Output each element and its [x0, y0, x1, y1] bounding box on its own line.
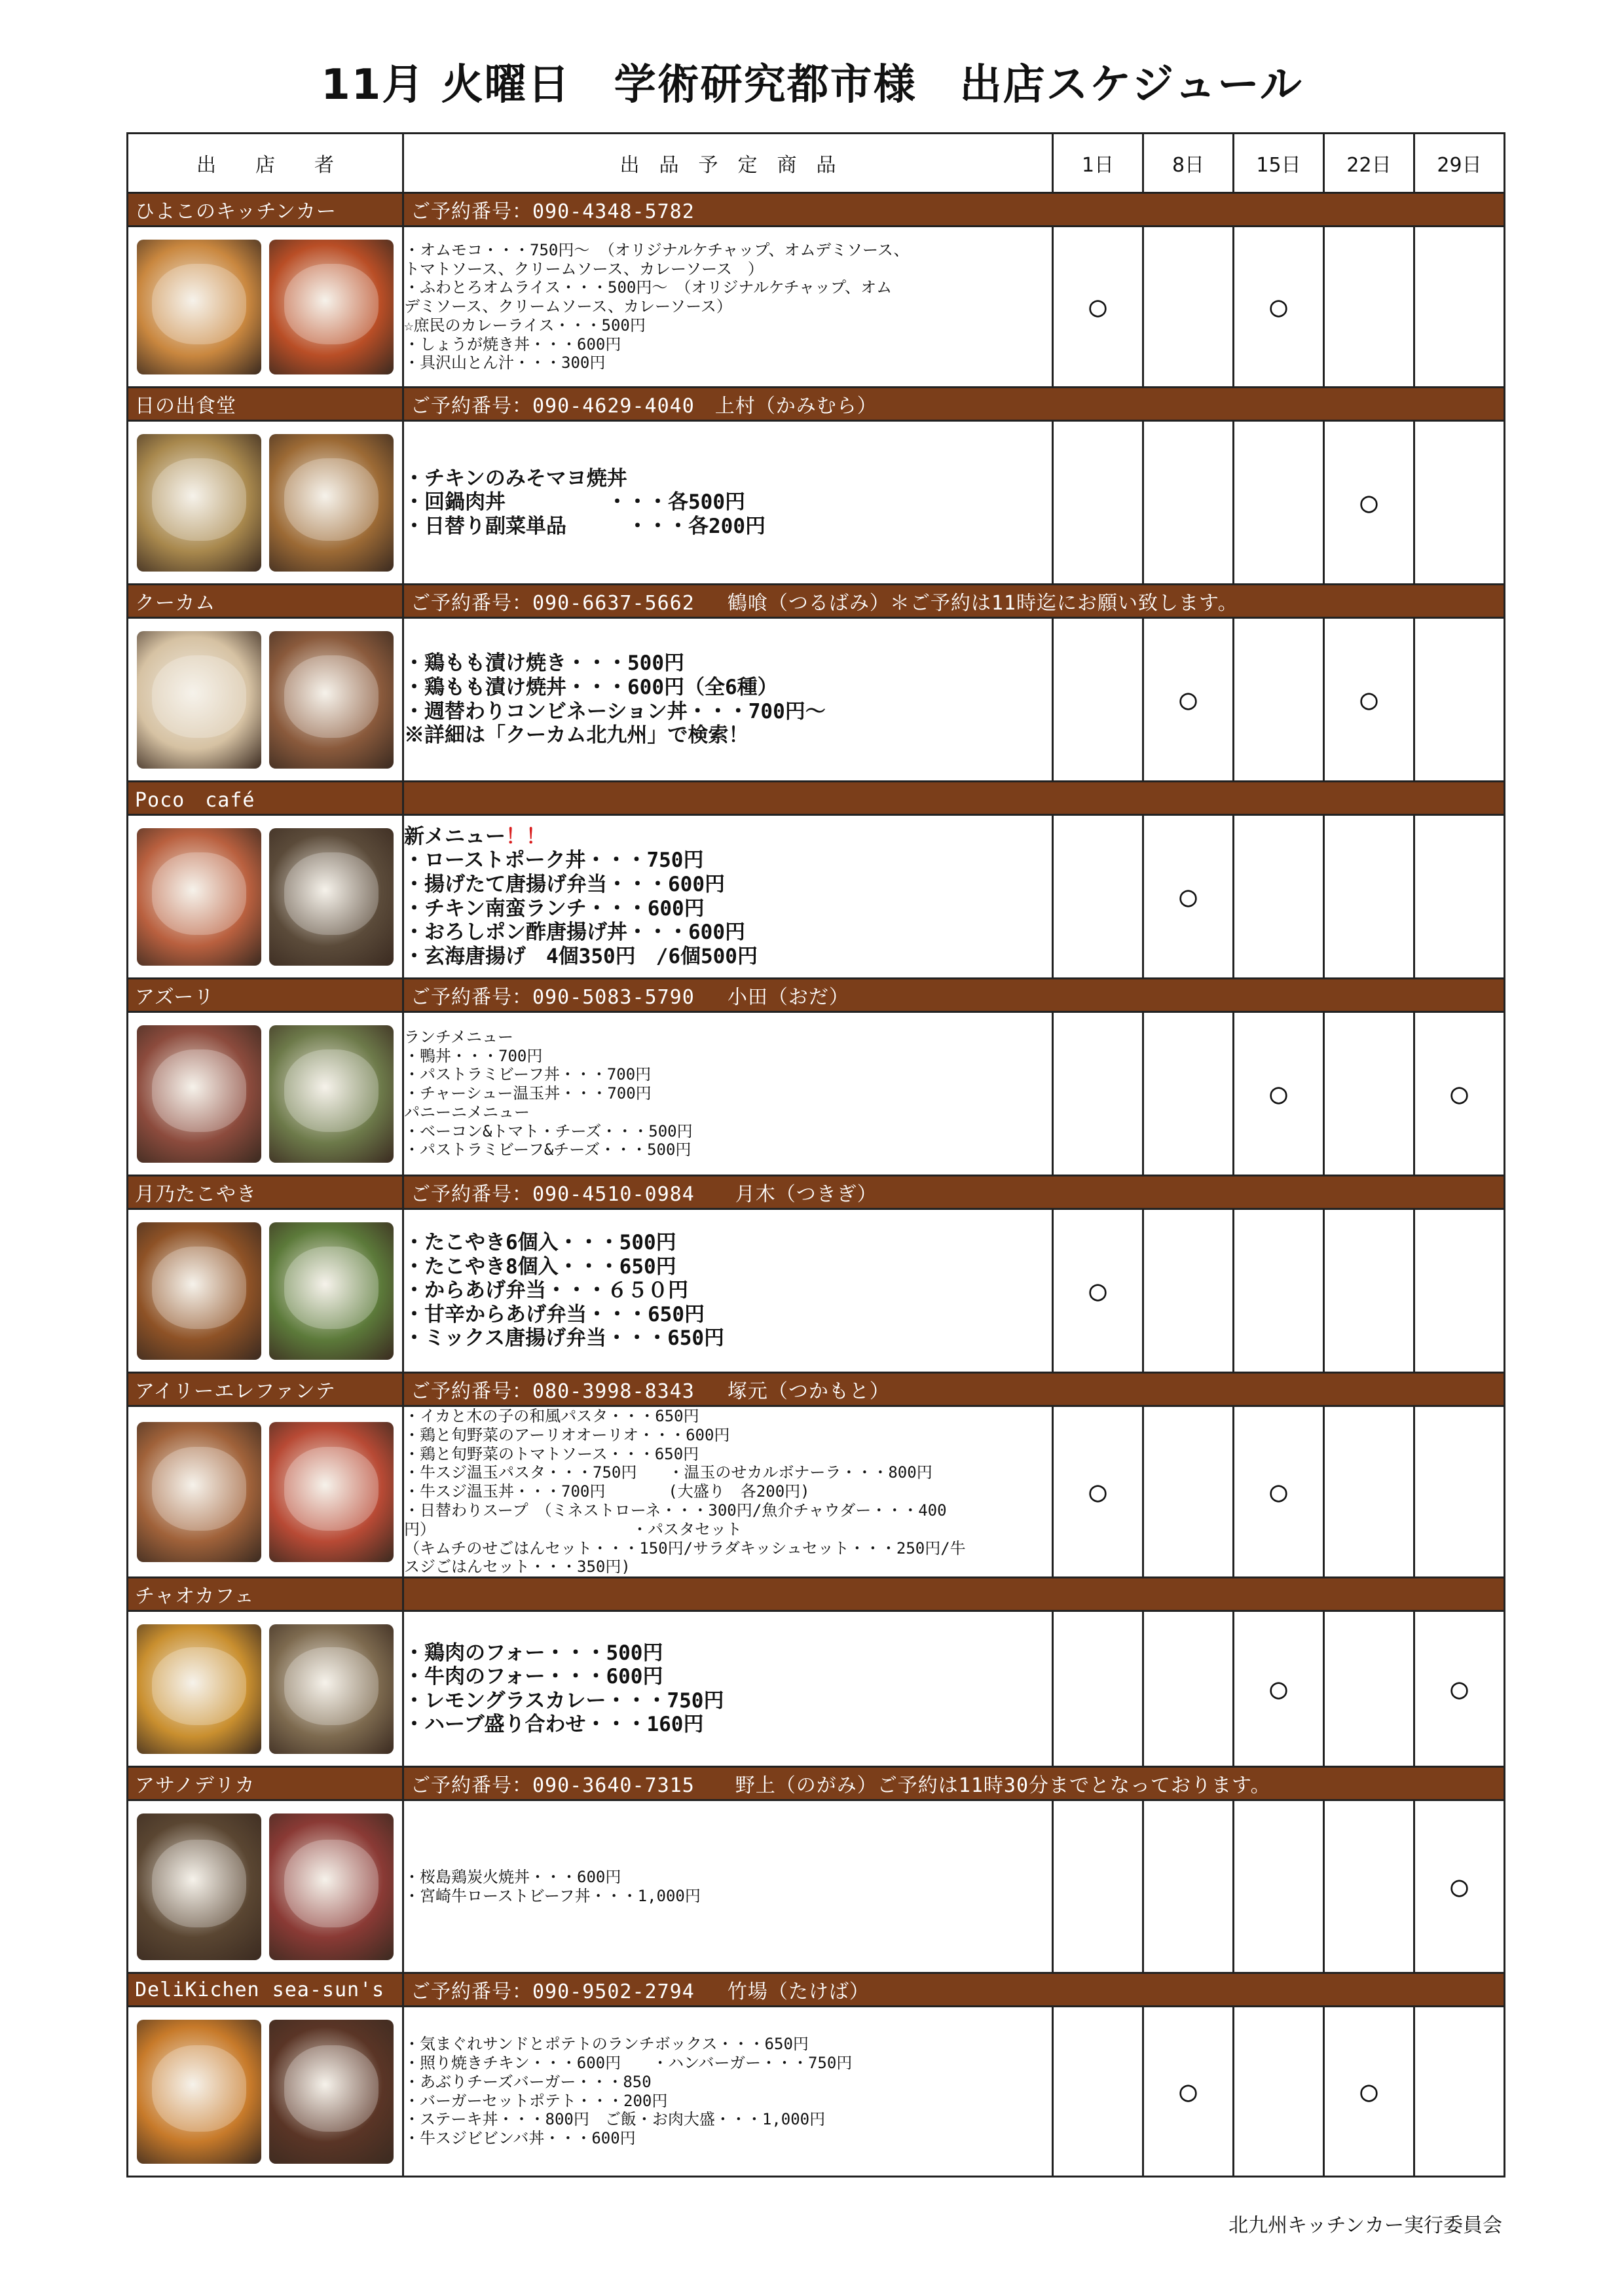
date-cell	[1234, 618, 1324, 782]
footer-organizer: 北九州キッチンカー実行委員会	[1228, 2214, 1502, 2237]
product-item: ・たこやき6個入・・・500円	[404, 1231, 676, 1255]
product-list	[403, 1012, 1053, 1176]
product-item: ・牛スジ温玉パスタ・・・750円 ・温玉のせカルボナーラ・・・800円	[404, 1463, 932, 1482]
date-cell	[1324, 227, 1414, 388]
date-cell	[1053, 421, 1143, 585]
vendor-bar	[128, 1176, 1505, 1209]
product-list	[403, 1800, 1053, 1973]
food-photo	[137, 240, 261, 374]
product-item: ・しょうが焼き丼・・・600円	[404, 335, 621, 354]
vendor-bar	[128, 388, 1505, 421]
reservation-info: ご予約番号：080-3998-8343 塚元（つかもと）	[403, 1373, 1505, 1406]
product-item: ・チャーシュー温玉丼・・・700円	[404, 1084, 652, 1103]
header-date-29: 29日	[1414, 134, 1505, 193]
new-menu-exclamation: ！！	[506, 824, 546, 848]
vendor-name: アズーリ	[128, 979, 403, 1012]
food-photo	[269, 828, 394, 966]
product-item: ランチメニュー	[404, 1027, 514, 1046]
date-cell: ○	[1234, 1406, 1324, 1578]
product-item: ・鶏肉のフォー・・・500円	[404, 1641, 663, 1665]
date-cell	[1143, 1012, 1234, 1176]
date-cell	[1234, 815, 1324, 979]
date-cell	[1143, 1611, 1234, 1767]
date-cell	[1053, 1012, 1143, 1176]
product-list	[403, 421, 1053, 585]
date-cell	[1414, 227, 1505, 388]
date-cell: ○	[1143, 618, 1234, 782]
date-cell	[1324, 1012, 1414, 1176]
product-item: ・牛スジビビンバ丼・・・600円	[404, 2129, 636, 2148]
product-item: ・玄海唐揚げ 4個350円 /6個500円	[404, 944, 758, 968]
vendor-bar	[128, 979, 1505, 1012]
date-cell: ○	[1234, 1012, 1324, 1176]
vendor-photos	[128, 1209, 403, 1373]
date-cell	[1324, 1406, 1414, 1578]
product-list	[403, 1209, 1053, 1373]
vendor-content-row	[128, 1406, 1505, 1578]
product-item: ・揚げたて唐揚げ弁当・・・600円	[404, 872, 725, 896]
product-item: ※詳細は「クーカム北九州」で検索！	[404, 723, 749, 748]
product-item: ・牛スジ温玉丼・・・700円 (大盛り 各200円)	[404, 1482, 810, 1501]
date-cell: ○	[1053, 1209, 1143, 1373]
date-cell	[1053, 618, 1143, 782]
food-photo	[269, 631, 394, 769]
vendor-content-row	[128, 1209, 1505, 1373]
food-photo	[137, 828, 261, 966]
date-cell	[1053, 1800, 1143, 1973]
date-cell	[1234, 1209, 1324, 1373]
date-cell	[1414, 1209, 1505, 1373]
vendor-name: アイリーエレファンテ	[128, 1373, 403, 1406]
vendor-photos	[128, 421, 403, 585]
date-cell	[1143, 1406, 1234, 1578]
vendor-photos	[128, 1406, 403, 1578]
new-menu-label: 新メニュー	[404, 824, 506, 848]
product-item: ・宮崎牛ローストビーフ丼・・・1,000円	[404, 1886, 701, 1905]
date-cell	[1053, 1611, 1143, 1767]
product-item: ・鶏と旬野菜のアーリオオーリオ・・・600円	[404, 1425, 730, 1444]
date-cell: ○	[1234, 227, 1324, 388]
product-item: ・おろしポン酢唐揚げ丼・・・600円	[404, 920, 745, 945]
date-cell	[1414, 815, 1505, 979]
vendor-content-row	[128, 1012, 1505, 1176]
header-date-1: 1日	[1053, 134, 1143, 193]
product-item: ・気まぐれサンドとポテトのランチボックス・・・650円	[404, 2035, 809, 2054]
reservation-info: ご予約番号：090-6637-5662 鶴喰（つるばみ）＊ご予約は11時迄にお願い致します。	[403, 585, 1505, 618]
food-photo	[137, 434, 261, 572]
food-photo	[269, 1813, 394, 1960]
vendor-content-row	[128, 815, 1505, 979]
reservation-info	[403, 782, 1505, 815]
product-item: パニーニメニュー	[404, 1102, 530, 1121]
food-photo	[137, 1422, 261, 1562]
header-vendor: 出 店 者	[128, 134, 403, 193]
date-cell	[1143, 1800, 1234, 1973]
date-cell: ○	[1324, 618, 1414, 782]
date-cell	[1053, 2007, 1143, 2177]
vendor-photos	[128, 2007, 403, 2177]
product-item: （キムチのせごはんセット・・・150円/サラダキッシュセット・・・250円/牛	[404, 1539, 966, 1558]
product-item: ・週替わりコンビネーション丼・・・700円～	[404, 699, 826, 723]
product-item: ・ステーキ丼・・・800円 ご飯・お肉大盛・・・1,000円	[404, 2110, 826, 2129]
product-item: ・鶏もも漬け焼丼・・・600円（全6種）	[404, 675, 778, 699]
food-photo	[269, 1025, 394, 1163]
product-item: ・ローストポーク丼・・・750円	[404, 848, 704, 873]
food-photo	[137, 1222, 261, 1360]
date-cell: ○	[1414, 1800, 1505, 1973]
product-item: ・レモングラスカレー・・・750円	[404, 1688, 724, 1713]
date-cell: ○	[1053, 227, 1143, 388]
date-cell	[1053, 815, 1143, 979]
product-item: トマトソース、クリームソース、カレーソース ）	[404, 259, 764, 278]
date-cell: ○	[1324, 2007, 1414, 2177]
reservation-info: ご予約番号：090-3640-7315 野上（のがみ）ご予約は11時30分までとなっております。	[403, 1767, 1505, 1800]
date-cell: ○	[1053, 1406, 1143, 1578]
reservation-info: ご予約番号：090-4629-4040 上村（かみむら）	[403, 388, 1505, 421]
reservation-info: ご予約番号：090-4510-0984 月木（つきぎ）	[403, 1176, 1505, 1209]
vendor-name: Poco café	[128, 782, 403, 815]
vendor-content-row	[128, 618, 1505, 782]
vendor-content-row	[128, 227, 1505, 388]
vendor-bar	[128, 1767, 1505, 1800]
product-item: スジごはんセット・・・350円)	[404, 1558, 631, 1576]
food-photo	[137, 2020, 261, 2164]
food-photo	[269, 240, 394, 374]
vendor-name: DeliKichen sea-sun's	[128, 1973, 403, 2007]
date-cell: ○	[1143, 815, 1234, 979]
date-cell: ○	[1324, 421, 1414, 585]
product-item: ・からあげ弁当・・・６５０円	[404, 1279, 688, 1303]
vendor-bar	[128, 1973, 1505, 2007]
product-item: ・バーガーセットポテト・・・200円	[404, 2091, 668, 2110]
product-item: ・具沢山とん汁・・・300円	[404, 354, 606, 373]
vendor-photos	[128, 1611, 403, 1767]
product-item: ・オムモコ・・・750円～ （オリジナルケチャップ、オムデミソース、	[404, 240, 910, 259]
product-item: ・鴨丼・・・700円	[404, 1046, 543, 1065]
food-photo	[269, 1422, 394, 1562]
food-photo	[137, 631, 261, 769]
date-cell	[1414, 1406, 1505, 1578]
food-photo	[137, 1025, 261, 1163]
vendor-name: 月乃たこやき	[128, 1176, 403, 1209]
vendor-bar	[128, 193, 1505, 227]
product-item: デミソース、クリームソース、カレーソース）	[404, 297, 732, 316]
product-item: ☆庶民のカレーライス・・・500円	[404, 316, 646, 335]
vendor-name: 日の出食堂	[128, 388, 403, 421]
product-item: ・ふわとろオムライス・・・500円～ （オリジナルケチャップ、オム	[404, 278, 893, 297]
product-item: ・イカと木の子の和風パスタ・・・650円	[404, 1407, 699, 1425]
vendor-bar	[128, 1373, 1505, 1406]
food-photo	[269, 1222, 394, 1360]
date-cell	[1234, 421, 1324, 585]
page-title: 11月 火曜日 学術研究都市様 出店スケジュール	[321, 61, 1303, 109]
vendor-photos	[128, 618, 403, 782]
date-cell	[1234, 2007, 1324, 2177]
food-photo	[269, 434, 394, 572]
header-date-8: 8日	[1143, 134, 1234, 193]
product-item: ・照り焼きチキン・・・600円 ・ハンバーガー・・・750円	[404, 2054, 853, 2073]
schedule-table	[126, 132, 1505, 2178]
reservation-info: ご予約番号：090-9502-2794 竹場（たけば）	[403, 1973, 1505, 2007]
date-cell	[1324, 1611, 1414, 1767]
vendor-content-row	[128, 421, 1505, 585]
date-cell: ○	[1143, 2007, 1234, 2177]
product-item: ・牛肉のフォー・・・600円	[404, 1665, 663, 1689]
food-photo	[137, 1813, 261, 1960]
date-cell	[1143, 1209, 1234, 1373]
date-cell	[1414, 618, 1505, 782]
product-list	[403, 1406, 1053, 1578]
vendor-bar	[128, 585, 1505, 618]
vendor-content-row	[128, 1800, 1505, 1973]
vendor-name: チャオカフェ	[128, 1578, 403, 1611]
vendor-photos	[128, 1012, 403, 1176]
vendor-photos	[128, 1800, 403, 1973]
vendor-bar	[128, 782, 1505, 815]
date-cell: ○	[1414, 1012, 1505, 1176]
product-item: ・チキン南蛮ランチ・・・600円	[404, 896, 705, 920]
product-item: ・あぶりチーズバーガー・・・850	[404, 2072, 652, 2091]
product-item: ・桜島鶏炭火焼丼・・・600円	[404, 1867, 621, 1886]
date-cell	[1324, 815, 1414, 979]
vendor-bar	[128, 1578, 1505, 1611]
vendor-name: アサノデリカ	[128, 1767, 403, 1800]
vendor-name: ひよこのキッチンカー	[128, 193, 403, 227]
date-cell	[1143, 227, 1234, 388]
new-menu-heading	[404, 825, 1052, 849]
product-item: ・回鍋肉丼 ・・・各500円	[404, 490, 745, 515]
product-item: ・鶏もも漬け焼き・・・500円	[404, 651, 684, 676]
reservation-info: ご予約番号：090-4348-5782	[403, 193, 1505, 227]
header-date-15: 15日	[1234, 134, 1324, 193]
product-item: ・パストラミビーフ丼・・・700円	[404, 1065, 652, 1084]
product-list	[403, 227, 1053, 388]
product-item: ・日替り副菜単品 ・・・各200円	[404, 514, 766, 538]
product-item: ・ベーコン&トマト・チーズ・・・500円	[404, 1121, 693, 1140]
product-item: ・ミックス唐揚げ弁当・・・650円	[404, 1326, 725, 1351]
product-item: ・鶏と旬野菜のトマトソース・・・650円	[404, 1444, 699, 1463]
product-list	[403, 815, 1053, 979]
product-list	[403, 1611, 1053, 1767]
vendor-content-row	[128, 2007, 1505, 2177]
header-row	[128, 134, 1505, 193]
date-cell	[1414, 421, 1505, 585]
product-list	[403, 618, 1053, 782]
product-list	[403, 2007, 1053, 2177]
vendor-content-row	[128, 1611, 1505, 1767]
header-date-22: 22日	[1324, 134, 1414, 193]
date-cell	[1324, 1800, 1414, 1973]
food-photo	[269, 1624, 394, 1754]
reservation-info	[403, 1578, 1505, 1611]
date-cell	[1324, 1209, 1414, 1373]
date-cell: ○	[1234, 1611, 1324, 1767]
product-item: ・たこやき8個入・・・650円	[404, 1254, 676, 1279]
date-cell	[1143, 421, 1234, 585]
product-item: ・日替わりスープ （ミネストローネ・・・300円/魚介チャウダー・・・400	[404, 1501, 947, 1520]
date-cell	[1414, 2007, 1505, 2177]
reservation-info: ご予約番号：090-5083-5790 小田（おだ）	[403, 979, 1505, 1012]
food-photo	[137, 1624, 261, 1754]
product-item: ・パストラミビーフ&チーズ・・・500円	[404, 1140, 692, 1159]
vendor-photos	[128, 227, 403, 388]
product-item: ・甘辛からあげ弁当・・・650円	[404, 1302, 705, 1326]
food-photo	[269, 2020, 394, 2164]
header-products: 出 品 予 定 商 品	[403, 134, 1053, 193]
product-item: 円） ・パスタセット	[404, 1520, 742, 1539]
product-item: ・チキンのみそマヨ焼丼	[404, 466, 627, 490]
vendor-photos	[128, 815, 403, 979]
date-cell: ○	[1414, 1611, 1505, 1767]
product-item: ・ハーブ盛り合わせ・・・160円	[404, 1713, 704, 1737]
vendor-name: クーカム	[128, 585, 403, 618]
date-cell	[1234, 1800, 1324, 1973]
